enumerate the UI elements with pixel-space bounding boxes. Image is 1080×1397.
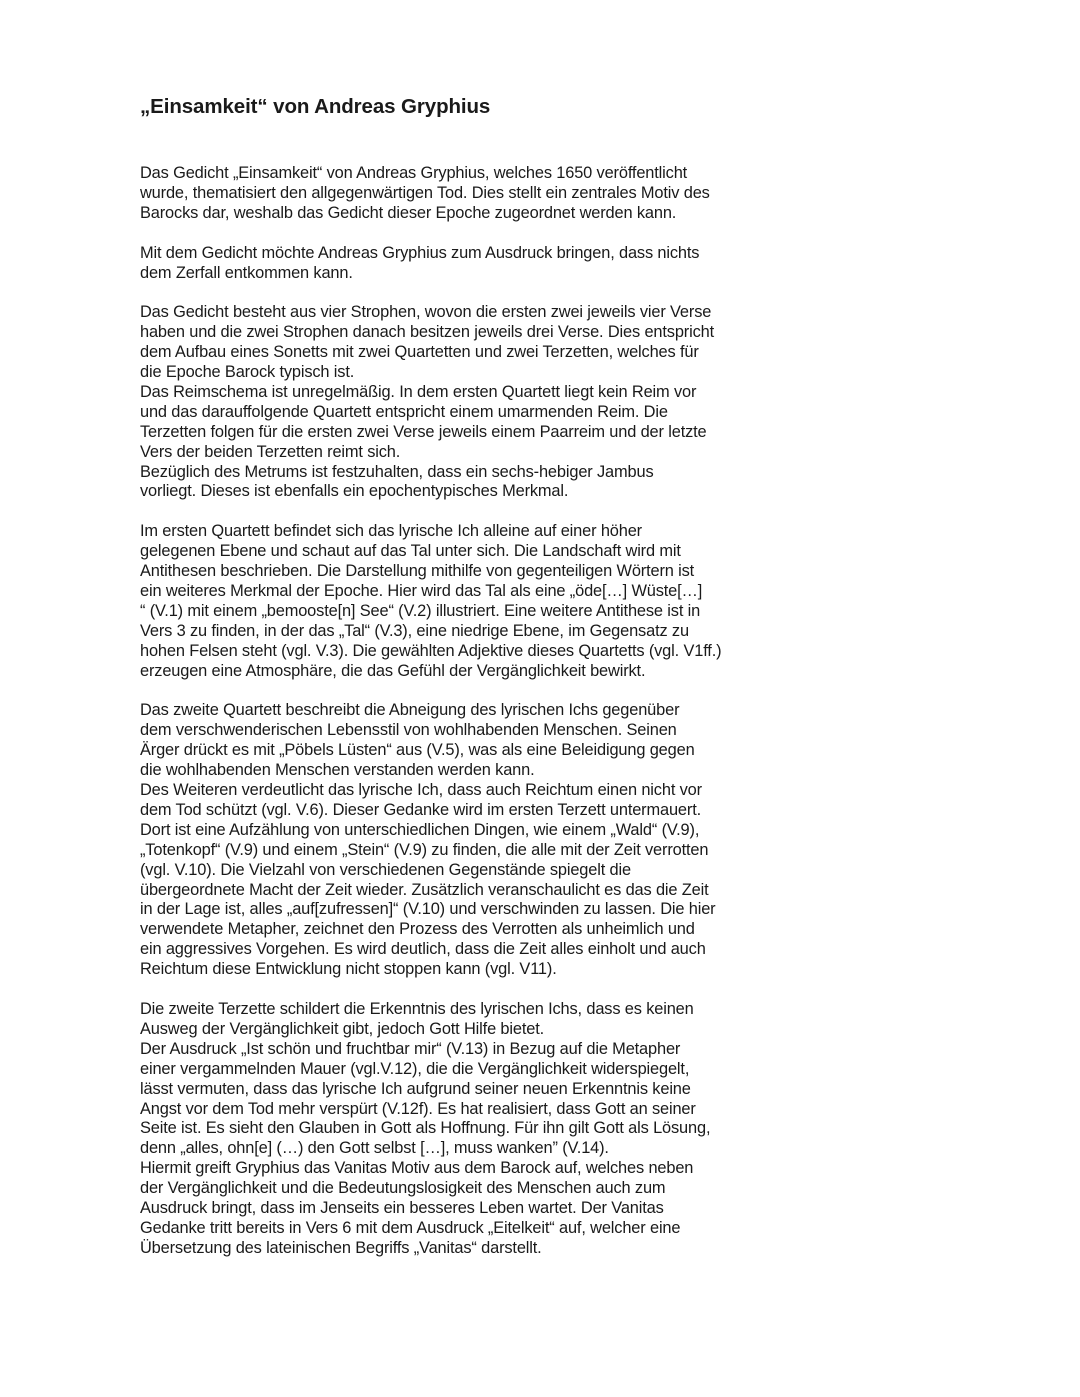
text-line: Ärger drückt es mit „Pöbels Lüsten“ aus (V.5), was als eine Beleidigung gegen [140, 741, 695, 760]
text-line: Das Gedicht besteht aus vier Strophen, wovon die ersten zwei jeweils vier Verse [140, 303, 712, 322]
text-line: Ausdruck bringt, dass im Jenseits ein besseres Leben wartet. Der Vanitas [140, 1199, 664, 1218]
text-line: dem Zerfall entkommen kann. [140, 263, 353, 282]
text-line: wurde, thematisiert den allgegenwärtigen Tod. Dies stellt ein zentrales Motiv des [140, 183, 710, 202]
text-line: Gedanke tritt bereits in Vers 6 mit dem Ausdruck „Eitelkeit“ auf, welcher eine [140, 1218, 681, 1237]
text-line: vorliegt. Dieses ist ebenfalls ein epochentypisches Merkmal. [140, 482, 569, 501]
document-title: „Einsamkeit“ von Andreas Gryphius [140, 95, 491, 118]
text-line: gelegenen Ebene und schaut auf das Tal unter sich. Die Landschaft wird mit [140, 542, 681, 561]
text-line: der Vergänglichkeit und die Bedeutungslosigkeit des Menschen auch zum [140, 1179, 666, 1198]
text-line: Das Gedicht „Einsamkeit“ von Andreas Gryphius, welches 1650 veröffentlicht [140, 164, 688, 182]
text-line: Im ersten Quartett befindet sich das lyrische Ich alleine auf einer höher [140, 522, 642, 541]
text-line: Der Ausdruck „Ist schön und fruchtbar mir“ (V.13) in Bezug auf die Metapher [140, 1039, 681, 1058]
text-line: Die zweite Terzette schildert die Erkenntnis des lyrischen Ichs, dass es keinen [140, 999, 694, 1018]
paragraph [140, 244, 810, 284]
text-line: ein weiteres Merkmal der Epoche. Hier wird das Tal als eine „öde[…] Wüste[…] [140, 581, 703, 600]
text-line: dem verschwenderischen Lebensstil von wohlhabenden Menschen. Seinen [140, 721, 677, 740]
text-line: Reichtum diese Entwicklung nicht stoppen kann (vgl. V11). [140, 960, 557, 979]
text-line: Antithesen beschrieben. Die Darstellung mithilfe von gegenteiligen Wörtern ist [140, 562, 695, 581]
text-line: denn „alles, ohn[e] (…) den Gott selbst […], muss wanken” (V.14). [140, 1139, 609, 1158]
text-line: Angst vor dem Tod mehr verspürt (V.12f). Es hat realisiert, dass Gott an seiner [140, 1099, 696, 1118]
text-line: Hiermit greift Gryphius das Vanitas Motiv aus dem Barock auf, welches neben [140, 1159, 694, 1178]
text-line: erzeugen eine Atmosphäre, die das Gefühl der Vergänglichkeit bewirkt. [140, 661, 646, 680]
paragraph [140, 164, 810, 224]
text-line: verwendete Metapher, zeichnet den Prozess des Verrotten als unheimlich und [140, 920, 695, 939]
text-line: (vgl. V.10). Die Vielzahl von verschiedenen Gegenstände spiegelt die [140, 860, 631, 879]
text-line: Des Weiteren verdeutlicht das lyrische Ich, dass auch Reichtum einen nicht vor [140, 781, 702, 800]
text-line: übergeordnete Macht der Zeit wieder. Zusätzlich veranschaulicht es das die Zeit [140, 880, 709, 899]
text-line: „Totenkopf“ (V.9) und einem „Stein“ (V.9) zu finden, die alle mit der Zeit verrotten [140, 840, 709, 859]
text-line: haben und die zwei Strophen danach besitzen jeweils drei Verse. Dies entspricht [140, 323, 715, 342]
text-line: Vers der beiden Terzetten reimt sich. [140, 442, 401, 461]
document-page [140, 94, 810, 1279]
text-line: dem Tod schützt (vgl. V.6). Dieser Gedanke wird im ersten Terzett untermauert. [140, 800, 702, 819]
text-line: die wohlhabenden Menschen verstanden werden kann. [140, 761, 535, 780]
text-line: dem Aufbau eines Sonetts mit zwei Quartetten und zwei Terzetten, welches für [140, 343, 699, 362]
text-line: Übersetzung des lateinischen Begriffs „Vanitas“ darstellt. [140, 1238, 542, 1257]
text-line: Dort ist eine Aufzählung von unterschiedlichen Dingen, wie einem „Wald“ (V.9), [140, 820, 700, 839]
text-line: Mit dem Gedicht möchte Andreas Gryphius zum Ausdruck bringen, dass nichts [140, 243, 700, 262]
text-line: einer vergammelnden Mauer (vgl.V.12), die die Vergänglichkeit widerspiegelt, [140, 1059, 690, 1078]
paragraph [140, 303, 810, 502]
text-line: hohen Felsen steht (vgl. V.3). Die gewählten Adjektive dieses Quartetts (vgl. V1ff.) [140, 641, 722, 660]
paragraph [140, 701, 810, 980]
paragraph [140, 522, 810, 681]
text-line: und das darauffolgende Quartett entspricht einem umarmenden Reim. Die [140, 402, 668, 421]
text-line: lässt vermuten, dass das lyrische Ich aufgrund seiner neuen Erkenntnis keine [140, 1079, 691, 1098]
text-line: in der Lage ist, alles „auf[zufressen]“ (V.10) und verschwinden zu lassen. Die hier [140, 900, 716, 919]
text-line: die Epoche Barock typisch ist. [140, 363, 355, 382]
document-body [140, 164, 810, 1259]
text-line: ein aggressives Vorgehen. Es wird deutlich, dass die Zeit alles einholt und auch [140, 940, 706, 959]
text-line: Seite ist. Es sieht den Glauben in Gott als Hoffnung. Für ihn gilt Gott als Lösung, [140, 1119, 711, 1138]
text-line: Ausweg der Vergänglichkeit gibt, jedoch Gott Hilfe bietet. [140, 1019, 545, 1038]
text-line: Terzetten folgen für die ersten zwei Verse jeweils einem Paarreim und der letzte [140, 422, 707, 441]
text-line: “ (V.1) mit einem „bemooste[n] See“ (V.2) illustriert. Eine weitere Antithese ist in [140, 601, 701, 620]
paragraph [140, 1000, 810, 1259]
text-line: Das zweite Quartett beschreibt die Abneigung des lyrischen Ichs gegenüber [140, 701, 680, 720]
text-line: Vers 3 zu finden, in der das „Tal“ (V.3), eine niedrige Ebene, im Gegensatz zu [140, 621, 689, 640]
text-line: Barocks dar, weshalb das Gedicht dieser Epoche zugeordnet werden kann. [140, 203, 677, 222]
text-line: Das Reimschema ist unregelmäßig. In dem ersten Quartett liegt kein Reim vor [140, 382, 697, 401]
text-line: Bezüglich des Metrums ist festzuhalten, dass ein sechs-hebiger Jambus [140, 462, 654, 481]
